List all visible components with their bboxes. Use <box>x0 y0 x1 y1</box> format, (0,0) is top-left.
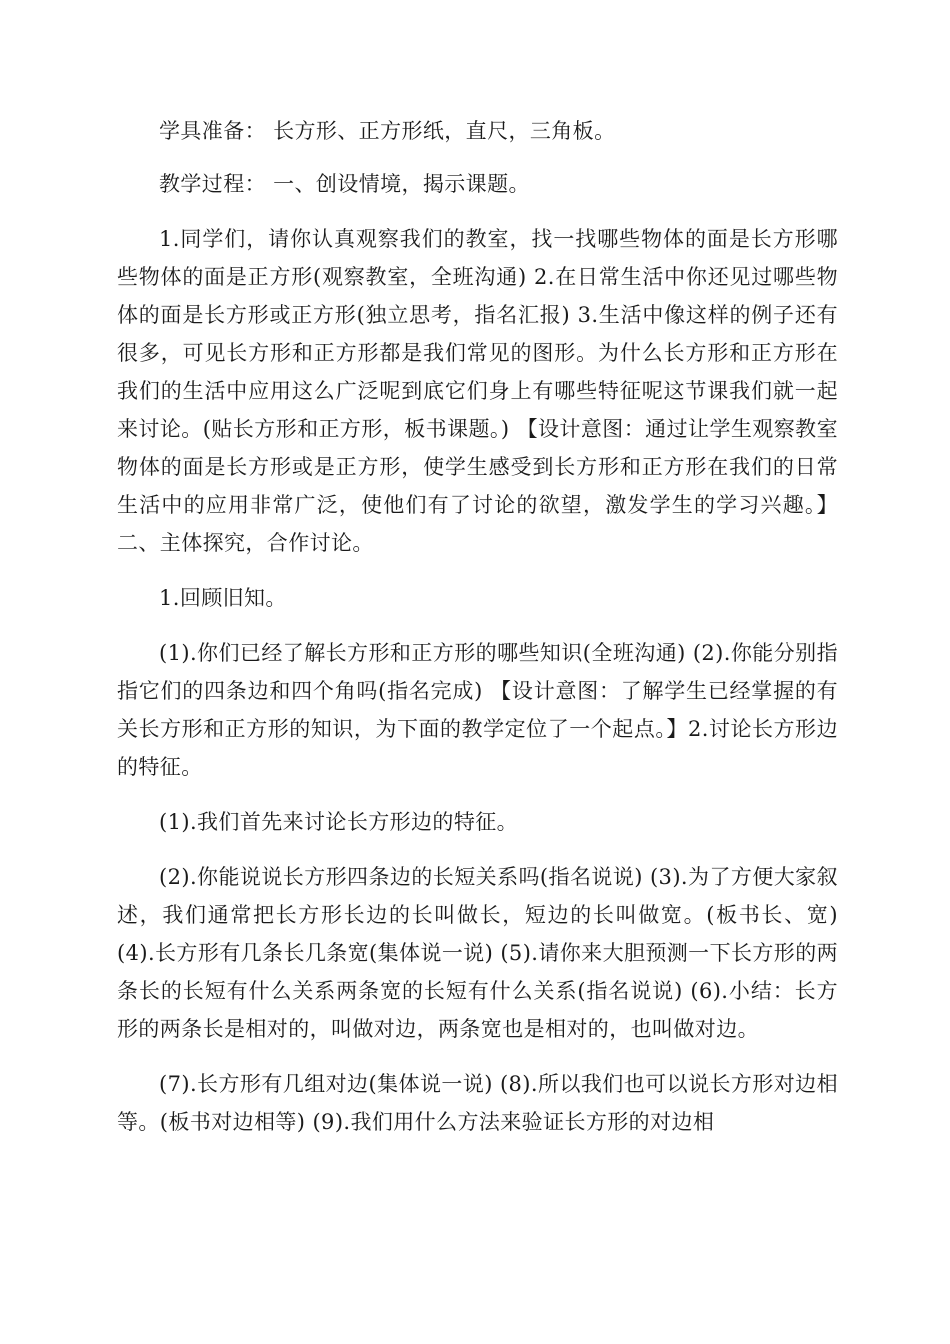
paragraph-edge-discussion: (2).你能说说长方形四条边的长短关系吗(指名说说) (3).为了方便大家叙述，我们通常把长方形长边的长叫做长，短边的长叫做宽。(板书长、宽) (4).长方形有几条长几条宽(集体说一说) (5).请你来大胆预测一下长方形的两条长的长短有什么关系两条宽的长短有什么关系(指名说说) (6).小结：长方形的两条长是相对的，叫做对边，两条宽也是相对的，也叫做对边。 <box>117 865 838 1041</box>
paragraph-edge-feature: (1).我们首先来讨论长方形边的特征。 <box>159 810 519 834</box>
paragraph-materials: 学具准备： 长方形、正方形纸，直尺，三角板。 <box>159 119 616 143</box>
paragraph-review: (1).你们已经了解长方形和正方形的哪些知识(全班沟通) (2).你能分别指指它们的四条边和四个角吗(指名完成) 【设计意图：了解学生已经掌握的有关长方形和正方形的知识，为下面的教学定位了一个起点。】2.讨论长方形边的特征。 <box>117 641 838 779</box>
paragraph-review-heading: 1.回顾旧知。 <box>159 586 287 610</box>
paragraph-process-heading: 教学过程： 一、创设情境，揭示课题。 <box>159 172 530 196</box>
paragraph-introduction: 1.同学们，请你认真观察我们的教室，找一找哪些物体的面是长方形哪些物体的面是正方形(观察教室，全班沟通) 2.在日常生活中你还见过哪些物体的面是长方形或正方形(独立思考，指名汇报) 3.生活中像这样的例子还有很多，可见长方形和正方形都是我们常见的图形。为什么长方形和正方形在我们的生活中应用这么广泛呢到底它们身上有哪些特征呢这节课我们就一起来讨论。(贴长方形和正方形，板书课题。) 【设计意图：通过让学生观察教室物体的面是长方形或是正方形，使学生感受到长方形和正方形在我们的日常生活中的应用非常广泛，使他们有了讨论的欲望，激发学生的学习兴趣。】 二、主体探究，合作讨论。 <box>117 227 838 555</box>
paragraph-opposite-edges: (7).长方形有几组对边(集体说一说) (8).所以我们也可以说长方形对边相等。(板书对边相等) (9).我们用什么方法来验证长方形的对边相 <box>117 1072 838 1134</box>
